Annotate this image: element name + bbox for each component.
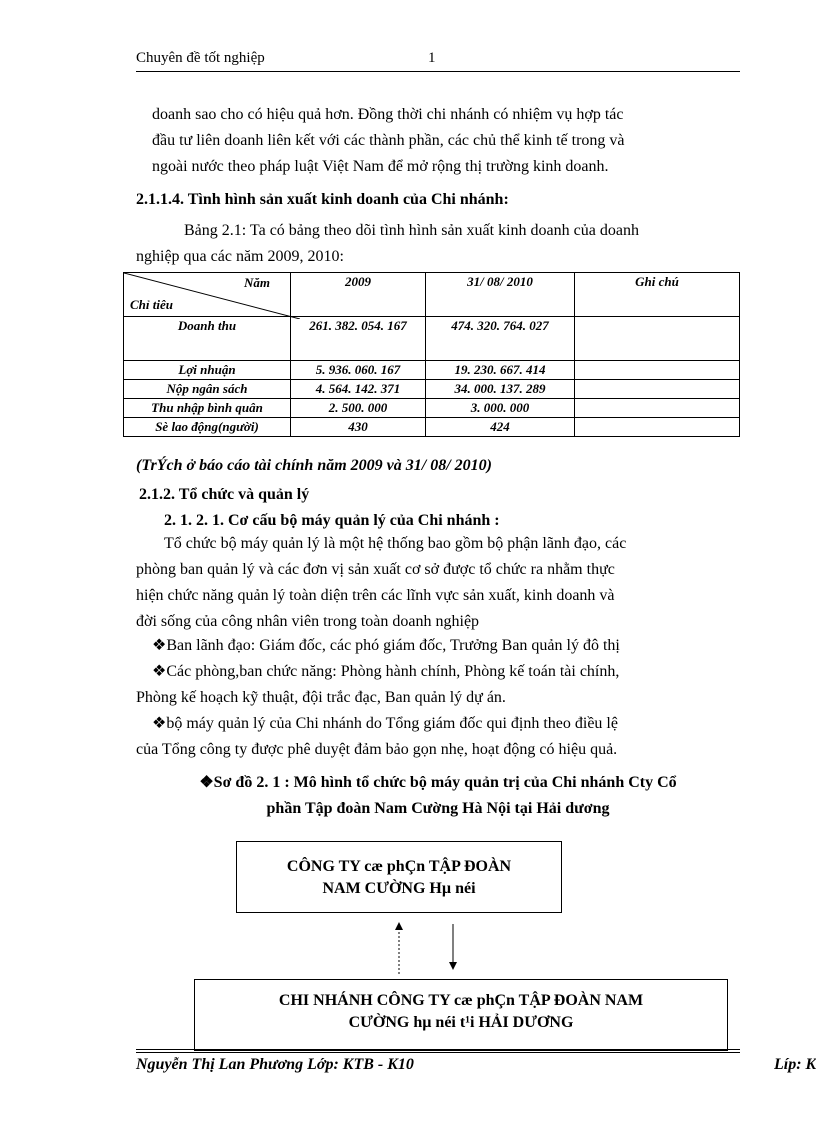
org-line: hiện chức năng quản lý toàn diện trên các lĩnh vực sản xuất, kinh doanh và — [136, 587, 615, 604]
cell-2010: 3. 000. 000 — [426, 399, 575, 418]
company-box-line: CÔNG TY cæ phÇn TẬP ĐOÀN — [286, 858, 512, 875]
branch-box — [194, 979, 728, 1051]
cell-2010: 424 — [426, 418, 575, 437]
footer-class: Líp: K — [774, 1056, 816, 1073]
cell-2010: 19. 230. 667. 414 — [426, 361, 575, 380]
row-label: Nộp ngân sách — [124, 380, 291, 399]
table-row — [124, 399, 740, 418]
table-row — [124, 380, 740, 399]
cell-2009: 261. 382. 054. 167 — [291, 317, 426, 361]
cell-2009: 5. 936. 060. 167 — [291, 361, 426, 380]
footer-rule — [136, 1052, 740, 1053]
diagram-title-line: ❖Sơ đồ 2. 1 : Mô hình tổ chức bộ máy quản trị của Chi nhánh Cty Cổ — [199, 774, 677, 791]
bullet-item-cont: của Tổng công ty được phê duyệt đảm bảo gọn nhẹ, hoạt động có hiệu quả. — [136, 741, 618, 758]
branch-box-line: CHI NHÁNH CÔNG TY cæ phÇn TẬP ĐOÀN NAM — [278, 992, 644, 1009]
page-number: 1 — [428, 50, 436, 66]
bullet-item-cont: Phòng kế hoạch kỹ thuật, đội trắc đạc, Ban quản lý dự án. — [136, 689, 506, 706]
diagram-title — [136, 770, 740, 822]
section-heading-2114: 2.1.1.4. Tình hình sản xuất kinh doanh của Chi nhánh: — [136, 191, 509, 208]
cell-note — [575, 380, 740, 399]
diagonal-header — [124, 273, 290, 315]
org-line: phòng ban quản lý và các đơn vị sản xuất cơ sở được tổ chức ra nhằm thực — [136, 561, 615, 578]
table-corner-cell — [124, 273, 291, 317]
table-row — [124, 361, 740, 380]
table-row — [124, 418, 740, 437]
running-header-title: Chuyên đề tốt nghiệp — [136, 50, 265, 66]
bullet-item: ❖Ban lãnh đạo: Giám đốc, các phó giám đốc, Trưởng Ban quản lý đô thị — [152, 637, 620, 654]
bullet-list — [136, 633, 740, 763]
source-note: (TrÝch ở báo cáo tài chính năm 2009 và 31/ 08/ 2010) — [136, 457, 492, 474]
footer-author: Nguyễn Thị Lan Phương Lớp: KTB - K10 — [136, 1056, 414, 1073]
table-row — [124, 317, 740, 361]
org-line: Tổ chức bộ máy quản lý là một hệ thống bao gồm bộ phận lãnh đạo, các — [164, 535, 627, 552]
intro-line: doanh sao cho có hiệu quả hơn. Đồng thời chi nhánh có nhiệm vụ hợp tác — [152, 106, 624, 123]
cell-2009: 430 — [291, 418, 426, 437]
cell-note — [575, 418, 740, 437]
cell-2009: 2. 500. 000 — [291, 399, 426, 418]
cell-2009: 4. 564. 142. 371 — [291, 380, 426, 399]
header-2009: 2009 — [291, 273, 426, 317]
company-box-line: NAM CƯỜNG Hµ néi — [322, 880, 476, 897]
row-label: Thu nhập bình quân — [124, 399, 291, 418]
row-label: Doanh thu — [124, 317, 291, 361]
business-results-table — [123, 272, 740, 437]
intro-paragraph — [136, 102, 740, 180]
bullet-item: ❖Các phòng,ban chức năng: Phòng hành chính, Phòng kế toán tài chính, — [152, 663, 620, 680]
bullet-item: ❖bộ máy quản lý của Chi nhánh do Tổng giám đốc qui định theo điều lệ — [152, 715, 618, 732]
header-rule — [136, 71, 740, 72]
branch-box-line: CƯỜNG hµ néi t¹i HẢI DƯƠNG — [348, 1014, 574, 1031]
footer-rule — [136, 1049, 740, 1050]
section-heading-2121: 2. 1. 2. 1. Cơ cấu bộ máy quản lý của Chi nhánh : — [164, 512, 500, 529]
intro-line: ngoài nước theo pháp luật Việt Nam để mở rộng thị trường kinh doanh. — [152, 158, 609, 175]
org-paragraph — [136, 531, 740, 635]
intro-line: đầu tư liên doanh liên kết với các thành phần, các chủ thể kinh tế trong và — [152, 132, 625, 149]
header-note: Ghi chú — [575, 273, 740, 317]
diagram-title-line: phần Tập đoàn Nam Cường Hà Nội tại Hải dương — [266, 800, 610, 817]
diagram-arrows — [380, 920, 470, 976]
org-line: đời sống của công nhân viên trong toàn doanh nghiệp — [136, 613, 480, 630]
header-nam: Năm — [244, 275, 270, 290]
cell-note — [575, 399, 740, 418]
header-chitieu: Chỉ tiêu — [130, 297, 173, 312]
header-2010: 31/ 08/ 2010 — [426, 273, 575, 317]
section-heading-212: 2.1.2. Tổ chức và quản lý — [139, 486, 310, 503]
cell-note — [575, 317, 740, 361]
cell-note — [575, 361, 740, 380]
cell-2010: 474. 320. 764. 027 — [426, 317, 575, 361]
table-intro-line2: nghiệp qua các năm 2009, 2010: — [136, 248, 344, 265]
cell-2010: 34. 000. 137. 289 — [426, 380, 575, 399]
table-intro-line1: Bảng 2.1: Ta có bảng theo dõi tình hình sản xuất kinh doanh của doanh — [184, 222, 639, 239]
row-label: Sè lao động(người) — [124, 418, 291, 437]
company-box — [236, 841, 562, 913]
row-label: Lợi nhuận — [124, 361, 291, 380]
